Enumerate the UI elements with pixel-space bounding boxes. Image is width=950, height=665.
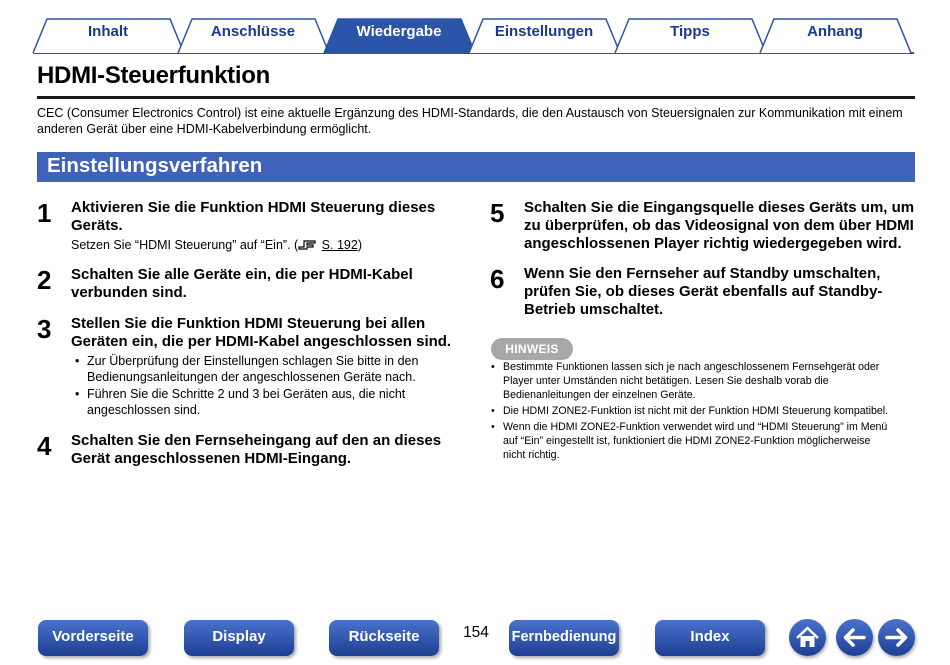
step-4 <box>37 432 457 472</box>
bullet-icon: • <box>75 387 80 401</box>
step-number: 2 <box>37 265 52 295</box>
title-divider <box>37 96 915 99</box>
step-number: 5 <box>490 198 505 228</box>
step-description <box>71 237 362 253</box>
step-2 <box>37 266 457 306</box>
home-icon <box>789 619 826 656</box>
note-text: Bedienanleitungen der einzelnen Geräte. <box>503 389 696 401</box>
fernbedienung-button[interactable]: Fernbedienung <box>509 620 619 656</box>
step-number: 1 <box>37 198 52 228</box>
arrow-left-icon <box>836 619 873 656</box>
step-5 <box>490 199 915 259</box>
step-heading: prüfen Sie, ob dieses Gerät ebenfalls auf Standby- <box>524 283 883 300</box>
section-title: Einstellungsverfahren <box>47 154 263 177</box>
note-text: Wenn die HDMI ZONE2-Funktion verwendet wird und “HDMI Steuerung” im Menü <box>503 421 888 433</box>
step-heading: verbunden sind. <box>71 284 187 301</box>
bullet-icon: • <box>491 361 495 373</box>
tab-anschluesse[interactable]: Anschlüsse <box>210 23 296 40</box>
tab-einstellungen[interactable]: Einstellungen <box>494 23 594 40</box>
rueckseite-button[interactable]: Rückseite <box>329 620 439 656</box>
tab-tipps[interactable]: Tipps <box>670 23 710 40</box>
intro-text: CEC (Consumer Electronics Control) ist eine aktuelle Ergänzung des HDMI-Standards, die den Austausch von Steuersignalen zur Kommunikation mit einem anderen Gerät über eine HDMI-Kabelverbindung ermöglicht. <box>37 106 903 136</box>
note-text: auf “Ein” eingestellt ist, funktioniert die HDMI ZONE2-Funktion möglicherweise <box>503 435 871 447</box>
note-text: Die HDMI ZONE2-Funktion ist nicht mit der Funktion HDMI Steuerung kompatibel. <box>503 405 889 417</box>
tab-inhalt[interactable]: Inhalt <box>88 23 128 40</box>
step-heading: zu überprüfen, ob das Videosignal von dem über HDMI <box>524 217 914 234</box>
step-3 <box>37 315 457 425</box>
forward-button[interactable] <box>878 619 915 656</box>
list-item-text: Führen Sie die Schritte 2 und 3 bei Geräten aus, die nicht <box>87 387 406 401</box>
step-description-close: ) <box>357 238 362 252</box>
hinweis-badge: HINWEIS <box>491 338 573 360</box>
bullet-icon: • <box>75 354 80 368</box>
note-text: Player unter Umständen nicht betätigen. Lesen Sie deshalb vorab die <box>503 375 829 387</box>
tab-wiedergabe[interactable]: Wiedergabe <box>356 23 442 40</box>
step-heading: Schalten Sie die Eingangsquelle dieses Geräts um, um <box>524 199 915 216</box>
step-heading: Geräts. <box>71 217 123 234</box>
list-item-text: Zur Überprüfung der Einstellungen schlagen Sie bitte in den <box>87 354 419 368</box>
note-text: Bestimmte Funktionen lassen sich je nach angeschlossenem Fernsehgerät oder <box>503 361 880 373</box>
back-button[interactable] <box>836 619 873 656</box>
tab-anhang[interactable]: Anhang <box>807 23 863 40</box>
pointing-hand-icon <box>298 238 318 250</box>
note-text: nicht richtig. <box>503 449 560 461</box>
step-description-text: Setzen Sie “HDMI Steuerung” auf “Ein”. ( <box>71 238 299 252</box>
step-heading: Betrieb umschaltet. <box>524 301 664 318</box>
step-heading: Schalten Sie alle Geräte ein, die per HDMI-Kabel <box>71 266 413 283</box>
bullet-icon: • <box>491 405 495 417</box>
tab-bar <box>0 0 950 56</box>
vorderseite-button[interactable]: Vorderseite <box>38 620 148 656</box>
arrow-right-icon <box>878 619 915 656</box>
index-button[interactable]: Index <box>655 620 765 656</box>
step-heading: Geräten ein, die per HDMI-Kabel angeschlossen sind. <box>71 333 452 350</box>
step-heading: Wenn Sie den Fernseher auf Standby umschalten, <box>524 265 881 282</box>
step-number: 4 <box>37 431 52 461</box>
step-6 <box>490 265 915 325</box>
list-item-text: angeschlossen sind. <box>87 403 201 417</box>
page-number: 154 <box>463 624 489 641</box>
step-number: 3 <box>37 314 52 344</box>
step-heading: Aktivieren Sie die Funktion HDMI Steuerung dieses <box>71 199 436 216</box>
home-button[interactable] <box>789 619 826 656</box>
step-heading: Gerät angeschlossenen HDMI-Eingang. <box>71 450 352 467</box>
step-heading: angeschlossenen Player richtig wiedergegeben wird. <box>524 235 902 252</box>
step-heading: Schalten Sie den Fernseheingang auf den an dieses <box>71 432 442 449</box>
section-header <box>37 152 915 182</box>
page-title: HDMI-Steuerfunktion <box>37 62 270 89</box>
list-item-text: Bedienungsanleitungen der angeschlossenen Geräte nach. <box>87 370 416 384</box>
step-1 <box>37 199 457 259</box>
step-heading: Stellen Sie die Funktion HDMI Steuerung bei allen <box>71 315 426 332</box>
step-number: 6 <box>490 264 505 294</box>
page-reference-link[interactable]: S. 192 <box>321 238 358 252</box>
display-button[interactable]: Display <box>184 620 294 656</box>
bullet-icon: • <box>491 421 495 433</box>
